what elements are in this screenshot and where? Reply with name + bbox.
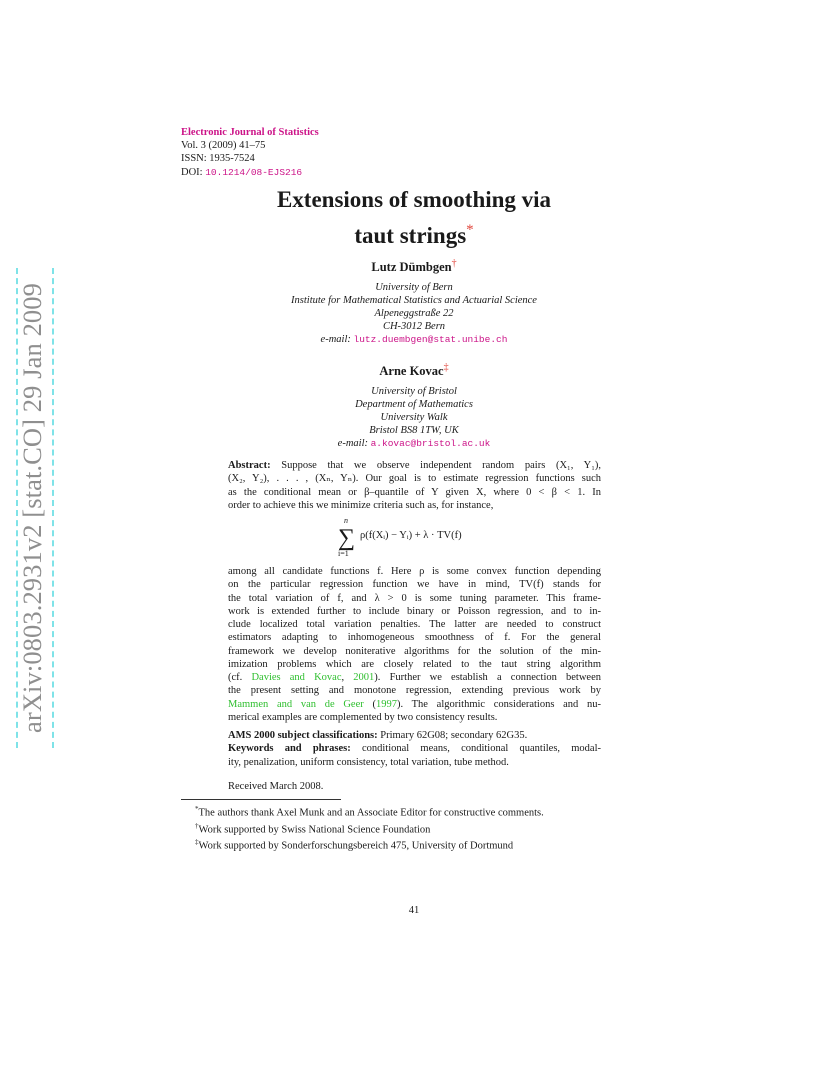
footnotes xyxy=(195,803,544,853)
journal-issn: ISSN: 1935-7524 xyxy=(181,153,255,165)
abstract-line: (X₂, Y₂), . . . , (Xₙ, Yₙ). Our goal is to estimate regression functions such xyxy=(228,473,601,485)
affiliation-line: Alpeneggstraße 22 xyxy=(374,308,454,319)
abstract-line: the present setting and monotone regression, extending previous work by xyxy=(228,685,601,697)
author-2-footnote-mark[interactable]: ‡ xyxy=(443,362,449,373)
ams-text: Primary 62G08; secondary 62G35. xyxy=(377,730,528,741)
footnote-mark: ‡ xyxy=(195,838,199,847)
email-label: e-mail: xyxy=(337,438,368,449)
citation-year-2001[interactable]: 2001 xyxy=(353,672,375,683)
abstract-line: framework we develop noniterative algorithms for the solution of the min- xyxy=(228,645,601,657)
footnote-rule xyxy=(181,799,341,800)
keywords-line-2: ity, penalization, uniform consistency, total variation, tube method. xyxy=(228,756,509,768)
abstract-line: as the conditional mean or β–quantile of Y given X, where 0 < β < 1. In xyxy=(228,486,601,498)
journal-volume: Vol. 3 (2009) 41–75 xyxy=(181,140,266,152)
affiliation-line: University Walk xyxy=(380,412,448,423)
affiliation-line: Institute for Mathematical Statistics and Actuarial Science xyxy=(291,295,537,306)
abstract-text: Suppose that we observe independent random pairs (X₁, Y₁), xyxy=(270,460,601,471)
affiliation-line: Bristol BS8 1TW, UK xyxy=(369,425,459,436)
paper-title xyxy=(0,185,828,251)
arxiv-identifier: arXiv:0803.2931v2 [stat.CO] 29 Jan 2009 xyxy=(17,283,47,733)
title-line-2-wrap xyxy=(0,215,828,251)
abstract-line: order to achieve this we minimize criteria such as, for instance, xyxy=(228,499,494,511)
citation-separator: , xyxy=(341,672,354,683)
journal-header xyxy=(181,126,319,179)
ams-classification xyxy=(228,729,601,742)
abstract-label: Abstract: xyxy=(228,460,271,471)
journal-name[interactable]: Electronic Journal of Statistics xyxy=(181,127,319,138)
abstract-line: among all candidate functions f. Here ρ is some convex function depending xyxy=(228,566,601,577)
abstract-line: work is extended further to include binary or Poisson regression, and to in- xyxy=(228,605,601,617)
author-2-affiliation xyxy=(0,385,828,450)
keywords-text: conditional means, conditional quantiles, modal- xyxy=(350,743,601,755)
author-1-affiliation xyxy=(0,281,828,346)
author-2-name xyxy=(0,362,828,379)
formula-body: ρ(f(Xᵢ) − Yᵢ) + λ · TV(f) xyxy=(360,530,462,541)
abstract-line: estimators adapting to inhomogeneous smoothness of f. For the general xyxy=(228,632,601,644)
keywords-line xyxy=(228,742,601,755)
footnote-text: The authors thank Axel Munk and an Associate Editor for constructive comments. xyxy=(198,807,544,819)
citation-prefix: (cf. xyxy=(228,672,252,683)
email-label: e-mail: xyxy=(320,334,351,345)
citation-suffix: ). Further we establish a connection between xyxy=(374,672,601,683)
footnote-text: Work supported by Swiss National Science Foundation xyxy=(198,824,431,836)
footnote xyxy=(195,803,544,820)
page-number: 41 xyxy=(408,905,420,916)
title-line-1: Extensions of smoothing via xyxy=(276,187,552,212)
summation-sign: ∑ xyxy=(338,525,356,551)
abstract-paragraph-1 xyxy=(228,459,601,512)
citation-suffix: ). The algorithmic considerations and nu- xyxy=(396,698,602,710)
abstract-line: clude localized total variation penalties. The latter are needed to construct xyxy=(228,619,601,630)
title-line-2: taut strings xyxy=(354,223,467,248)
keywords-label: Keywords and phrases: xyxy=(228,743,351,755)
affiliation-line: Department of Mathematics xyxy=(355,399,473,410)
author-1-name-text: Lutz Dümbgen xyxy=(371,260,452,274)
title-footnote-mark[interactable]: * xyxy=(466,222,474,238)
abstract-line xyxy=(228,671,601,684)
author-2-email[interactable]: a.kovac@bristol.ac.uk xyxy=(370,438,491,449)
citation-davies-kovac[interactable]: Davies and Kovac xyxy=(251,672,342,683)
abstract-line xyxy=(228,459,601,472)
footnote-text: Work supported by Sonderforschungsbereich 475, University of Dortmund xyxy=(198,840,514,852)
footnote-mark: * xyxy=(195,805,199,813)
author-2-email-line xyxy=(0,437,828,450)
abstract-paragraph-2 xyxy=(228,565,601,724)
abstract-line: imization problems which are closely related to the taut string algorithm xyxy=(228,658,601,670)
affiliation-line: CH-3012 Bern xyxy=(382,321,446,332)
citation-open: ( xyxy=(363,698,376,710)
doi-label: DOI: xyxy=(181,166,203,178)
footnote xyxy=(195,820,544,837)
affiliation-line: University of Bristol xyxy=(371,386,457,397)
citation-mammen-van-de-geer[interactable]: Mammen and van de Geer xyxy=(228,698,364,710)
sum-upper-limit: n xyxy=(344,516,348,525)
footnote xyxy=(195,836,544,853)
sum-lower-limit: i=1 xyxy=(338,549,349,558)
citation-year-1997[interactable]: 1997 xyxy=(375,698,397,710)
ams-label: AMS 2000 subject classifications: xyxy=(228,730,378,741)
abstract-line: on the particular regression function we have in mind, TV(f) stands for xyxy=(228,579,601,591)
abstract-line: the total variation of f, and λ > 0 is some tuning parameter. This frame- xyxy=(228,592,601,604)
author-1-email-line xyxy=(0,333,828,346)
author-1-email[interactable]: lutz.duembgen@stat.unibe.ch xyxy=(353,334,508,345)
journal-doi-line xyxy=(181,166,319,179)
abstract-line: merical examples are complemented by two consistency results. xyxy=(228,711,498,723)
received-date: Received March 2008. xyxy=(228,781,324,792)
author-2-name-text: Arne Kovac xyxy=(379,364,444,378)
author-1-footnote-mark[interactable]: † xyxy=(451,258,457,269)
doi-link[interactable]: 10.1214/08-EJS216 xyxy=(205,166,303,178)
author-1-name xyxy=(0,258,828,275)
classification-block xyxy=(228,729,601,769)
affiliation-line: University of Bern xyxy=(375,282,453,293)
footnote-mark: † xyxy=(195,821,199,830)
abstract-line xyxy=(228,698,601,711)
